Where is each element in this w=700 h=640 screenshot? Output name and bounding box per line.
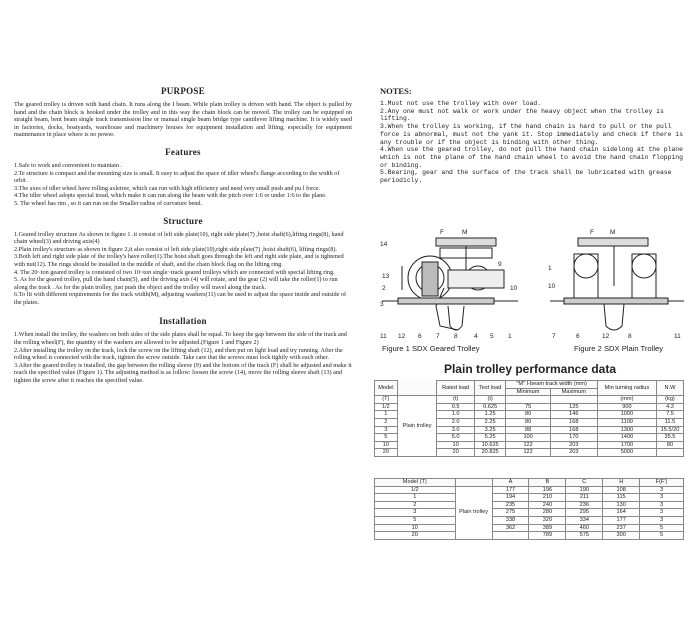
cell: 194 <box>492 494 529 502</box>
fig1-label: 6 <box>418 333 422 340</box>
table-row <box>375 501 684 509</box>
left-column <box>14 86 352 385</box>
fig1-label: 11 <box>380 333 387 340</box>
fig1-label: 1 <box>508 333 512 340</box>
fig1-label: M <box>462 229 468 236</box>
notes-list <box>380 100 686 185</box>
purpose-text: The geared trolley is driven with hand chain. It runs along the I beam. While plain trolley is driven with hand. The object is pulled by hand and the chain block is hooked under the trolley and in this way the chain block can be moved. The trolley can be equipped on straight beam, bent beam single track transmission line or manual single beam bridge type cantilever lifting machine. It is widely used in factories, docks, boatyards, warehouse and machinery houses for equipment installation and lifting, especially for equipment maintenance in place where is no power. <box>14 101 352 139</box>
cell: 5 <box>375 516 456 524</box>
installation-list <box>14 331 352 384</box>
fig1-label: 14 <box>380 241 388 248</box>
cell: 168 <box>550 418 597 426</box>
cell: 3.0 <box>437 426 474 434</box>
cell: 3 <box>375 426 398 434</box>
cell: 10 <box>375 524 456 532</box>
type-label: Plain trolley <box>455 486 492 539</box>
table-row <box>375 509 684 517</box>
cell: 7.5 <box>656 411 683 419</box>
cell: 203 <box>550 449 597 457</box>
cell: 1/2 <box>375 403 398 411</box>
cell: 177 <box>492 486 529 494</box>
cell: 20 <box>375 532 456 540</box>
fig1-label: 7 <box>436 333 440 340</box>
figure-2-drawing <box>550 238 684 330</box>
structure-list <box>14 231 352 307</box>
cell: 236 <box>566 501 603 509</box>
installation-item: 1.When install the trolley, the washers on both sides of the side plates shall be equal. To keep the gap between the side of the track and the rolling wheel(F), the quantity of the washers are allowed to be adjusted.(Figure 1 and Figure 2) <box>14 331 347 347</box>
table-row <box>375 524 684 532</box>
cell: 170 <box>550 434 597 442</box>
unit-cell: (T) <box>375 396 398 404</box>
note-item: 4.When use the geared trolley, do not pull the hand chain sidelong at the plane which is not the plane of the hand chain wheel to avoid the hand chain flopping or binding. <box>380 146 683 169</box>
structure-heading: Structure <box>163 215 203 226</box>
cell: 2.25 <box>474 418 506 426</box>
cell: 0.625 <box>474 403 506 411</box>
table-row <box>375 532 684 540</box>
cell: 362 <box>492 524 529 532</box>
performance-table-1 <box>374 380 684 457</box>
fig1-label: 12 <box>398 333 406 340</box>
cell: 1 <box>375 411 398 419</box>
table-row <box>375 486 684 494</box>
fig2-label: 11 <box>674 333 681 340</box>
col-header: H <box>603 479 640 487</box>
figure-1-drawing <box>382 238 518 330</box>
figure-1-caption: Figure 1 SDX Geared Trolley <box>382 344 480 353</box>
cell: 1100 <box>597 418 656 426</box>
feature-item: 5. The wheel has rim , so it can run on the Smaller radius of curvature bend. <box>14 199 203 207</box>
cell: 3 <box>640 509 684 517</box>
cell: 5 <box>375 434 398 442</box>
cell: 3 <box>640 501 684 509</box>
performance-table-2 <box>374 478 684 540</box>
cell: 4.3 <box>656 403 683 411</box>
col-header: Model <box>375 381 398 396</box>
fig1-label: 10 <box>510 285 518 292</box>
trolley-diagram-svg <box>378 226 690 358</box>
col-header: F(F') <box>640 479 684 487</box>
fig1-label: 4 <box>474 333 478 340</box>
cell: 1/2 <box>375 486 456 494</box>
cell: 0.5 <box>437 403 474 411</box>
installation-item: 2.After installing the trolley on the track, lock the screw on the lifting shaft (12), and then put on light load and try running. After the rolling wheel is connected with the track, tighten the screw outside. Take care that the screws must lock tightly with each other. <box>14 346 343 362</box>
cell: 334 <box>566 516 603 524</box>
cell: 164 <box>603 509 640 517</box>
cell: 389 <box>529 524 566 532</box>
col-header: Test load <box>474 381 506 396</box>
sub-header: Minimum <box>506 388 550 396</box>
cell: 5000 <box>597 449 656 457</box>
cell: 320 <box>529 516 566 524</box>
cell: 80 <box>506 418 550 426</box>
cell: 2 <box>375 418 398 426</box>
fig1-label: F <box>440 229 444 236</box>
cell: 5 <box>640 532 684 540</box>
cell: 3 <box>640 494 684 502</box>
note-item: 5.Bearing, gear and the surface of the track shall be lubricated with grease periodicly. <box>380 169 672 185</box>
cell: 1 <box>375 494 456 502</box>
fig1-label: 2 <box>382 285 386 292</box>
cell: 3.25 <box>474 426 506 434</box>
cell: 80 <box>656 441 683 449</box>
sub-header: Maximum <box>550 388 597 396</box>
fig1-label: 9 <box>498 261 502 268</box>
cell: 235 <box>492 501 529 509</box>
fig2-label: 7 <box>552 333 556 340</box>
fig2-label: 1 <box>548 265 552 272</box>
cell: 11.5 <box>656 418 683 426</box>
structure-item: 6.To fit with different requirements for the track width(M), adjusting washers(11) can be used to adjust the space inside and outside of the plates. <box>14 291 347 306</box>
unit-cell: (mm) <box>597 396 656 404</box>
col-header: C <box>566 479 603 487</box>
cell: 3 <box>375 509 456 517</box>
table-row <box>375 494 684 502</box>
feature-item: 1.Safe to work and convenient to maintain . <box>14 161 123 169</box>
type-label: Plain trolley <box>397 396 437 457</box>
cell: 275 <box>492 509 529 517</box>
cell: 338 <box>492 516 529 524</box>
col-header: A <box>492 479 529 487</box>
cell: 5.0 <box>437 434 474 442</box>
trolley-diagrams <box>378 226 690 358</box>
note-item: 2.Any one must not walk or work under the heavy object when the trolley is lifting. <box>380 107 664 123</box>
cell: 122 <box>506 441 550 449</box>
cell: 460 <box>566 524 603 532</box>
cell: 210 <box>529 494 566 502</box>
feature-item: 4.The idler wheel adopts special tread, which make it can run along the beam with the pitch over 1:6 or under 1:6 to the plane. <box>14 192 327 200</box>
cell: 20.825 <box>474 449 506 457</box>
cell: 168 <box>550 426 597 434</box>
cell: 1000 <box>597 411 656 419</box>
cell: 1400 <box>597 434 656 442</box>
fig1-label: 5 <box>490 333 494 340</box>
col-header: B <box>529 479 566 487</box>
structure-item: 1.Geared trolley structure As shown in figure 1 .it consist of left side plate(10), right side plate(7) ,hoist shaft(6),lifting rings(8), hand chain wheel(3) and driving axis(4) <box>14 230 344 246</box>
table-row <box>375 516 684 524</box>
unit-cell: (t) <box>437 396 474 404</box>
cell: 3 <box>640 486 684 494</box>
cell <box>656 449 683 457</box>
cell: 1300 <box>597 426 656 434</box>
cell: 240 <box>529 501 566 509</box>
cell: 300 <box>603 532 640 540</box>
col-header: Rated load <box>437 381 474 396</box>
cell: 5.25 <box>474 434 506 442</box>
col-header: N.W <box>656 381 683 396</box>
fig2-label: 8 <box>628 333 632 340</box>
cell: 900 <box>597 403 656 411</box>
cell: 115 <box>603 494 640 502</box>
unit-cell <box>506 396 550 404</box>
unit-cell <box>550 396 597 404</box>
structure-item: 4. The 20~ton geared trolley is consisted of two 10~ton single~track geared trolleys which are connected with special lifting ring. <box>14 268 335 276</box>
structure-item: 5. As for the geared trolley, pull the hand chain(5), and the driving axis (4) will rotate, and the gear (2) will take the roller(1) to run along the track . As for the plain trolley, just push the object and the trolley will travel along the track. <box>14 276 338 291</box>
cell: 10 <box>437 441 474 449</box>
col-header: Min turning radius <box>597 381 656 396</box>
cell: 100 <box>506 434 550 442</box>
notes-heading: NOTES: <box>380 86 412 96</box>
col-header: Model (T) <box>375 479 456 487</box>
cell: 280 <box>529 509 566 517</box>
cell: 108 <box>603 486 640 494</box>
cell: 1.25 <box>474 411 506 419</box>
cell: 10.625 <box>474 441 506 449</box>
cell: 80 <box>506 411 550 419</box>
note-item: 3.When the trolley is working, if the hand chain is hard to pull or the pull force is abnormal, must not the yank it. Stop immediately and check if there is any trouble or if the object is binding with other thing. <box>380 123 683 146</box>
right-column <box>380 86 686 185</box>
cell: 130 <box>603 501 640 509</box>
fig1-label: 13 <box>382 273 390 280</box>
features-list <box>14 162 352 208</box>
cell: 1.0 <box>437 411 474 419</box>
figure-2-caption: Figure 2 SDX Plain Trolley <box>574 344 664 353</box>
cell: 2 <box>375 501 456 509</box>
cell: 190 <box>566 486 603 494</box>
structure-item: 2.Plain trolley's structure as shown in figure 2,it also consist of left side plate(10),right side plate(7) ,hoist shaft(6), lifting rings(8). <box>14 245 337 253</box>
performance-title: Plain trolley performance data <box>443 362 617 376</box>
cell: 196 <box>529 486 566 494</box>
cell: 88 <box>506 426 550 434</box>
cell: 1700 <box>597 441 656 449</box>
cell: 575 <box>566 532 603 540</box>
cell: 125 <box>550 403 597 411</box>
installation-item: 3.After the geared trolley is installed, the gap between the rolling sleeve (9) and the bottom of the track (F) shall be adjusted and make it reach the specified value (Figure 1). The adjusting method is as follow: loosen the screw (14), move the rolling sleeve shaft (13) and tighten the screw after it reaches the specified value. <box>14 361 352 385</box>
cell: 5 <box>640 524 684 532</box>
fig1-label: 8 <box>454 333 458 340</box>
feature-item: 3.The axes of idler wheel have rolling axletree, which can run with high efficiency and need very small push and pu l force. <box>14 184 321 192</box>
cell: 2.0 <box>437 418 474 426</box>
unit-cell: (t) <box>474 396 506 404</box>
fig2-label: 6 <box>576 333 580 340</box>
unit-cell: (kg) <box>656 396 683 404</box>
cell <box>492 532 529 540</box>
cell: 211 <box>566 494 603 502</box>
cell: 237 <box>603 524 640 532</box>
fig2-label: 10 <box>548 283 556 290</box>
cell: 203 <box>550 441 597 449</box>
fig2-label: 12 <box>602 333 610 340</box>
cell: 3 <box>640 516 684 524</box>
col-header: "M" I-beam track width (mm) <box>506 381 597 389</box>
cell: 122 <box>506 449 550 457</box>
cell: 295 <box>566 509 603 517</box>
features-heading: Features <box>165 146 201 157</box>
cell: 75 <box>506 403 550 411</box>
cell: 15.5/20 <box>656 426 683 434</box>
fig2-label: F <box>590 229 594 236</box>
cell: 789 <box>529 532 566 540</box>
cell: 146 <box>550 411 597 419</box>
purpose-heading: PURPOSE <box>160 86 206 96</box>
cell: 20 <box>437 449 474 457</box>
fig1-label: 3 <box>380 301 384 308</box>
cell: 20 <box>375 449 398 457</box>
note-item: 1.Must not use the trolley with over load. <box>380 100 542 107</box>
installation-heading: Installation <box>159 316 207 327</box>
structure-item: 3.Both left and right side plate of the trolley's have roller(1).The hoist shaft goes through the left and right side plate, and is tightened with nut(12). The rings should be installed in the middle of shaft, and the chain block flag on the lifting ring. <box>14 253 344 268</box>
fig2-label: M <box>610 229 616 236</box>
cell: 10 <box>375 441 398 449</box>
feature-item: 2.Te structure is compact and the mounting size is small. It easy to adjust the space of idler wheel's flange according to the width of orbit . <box>14 169 340 185</box>
cell: 177 <box>603 516 640 524</box>
cell: 35.5 <box>656 434 683 442</box>
